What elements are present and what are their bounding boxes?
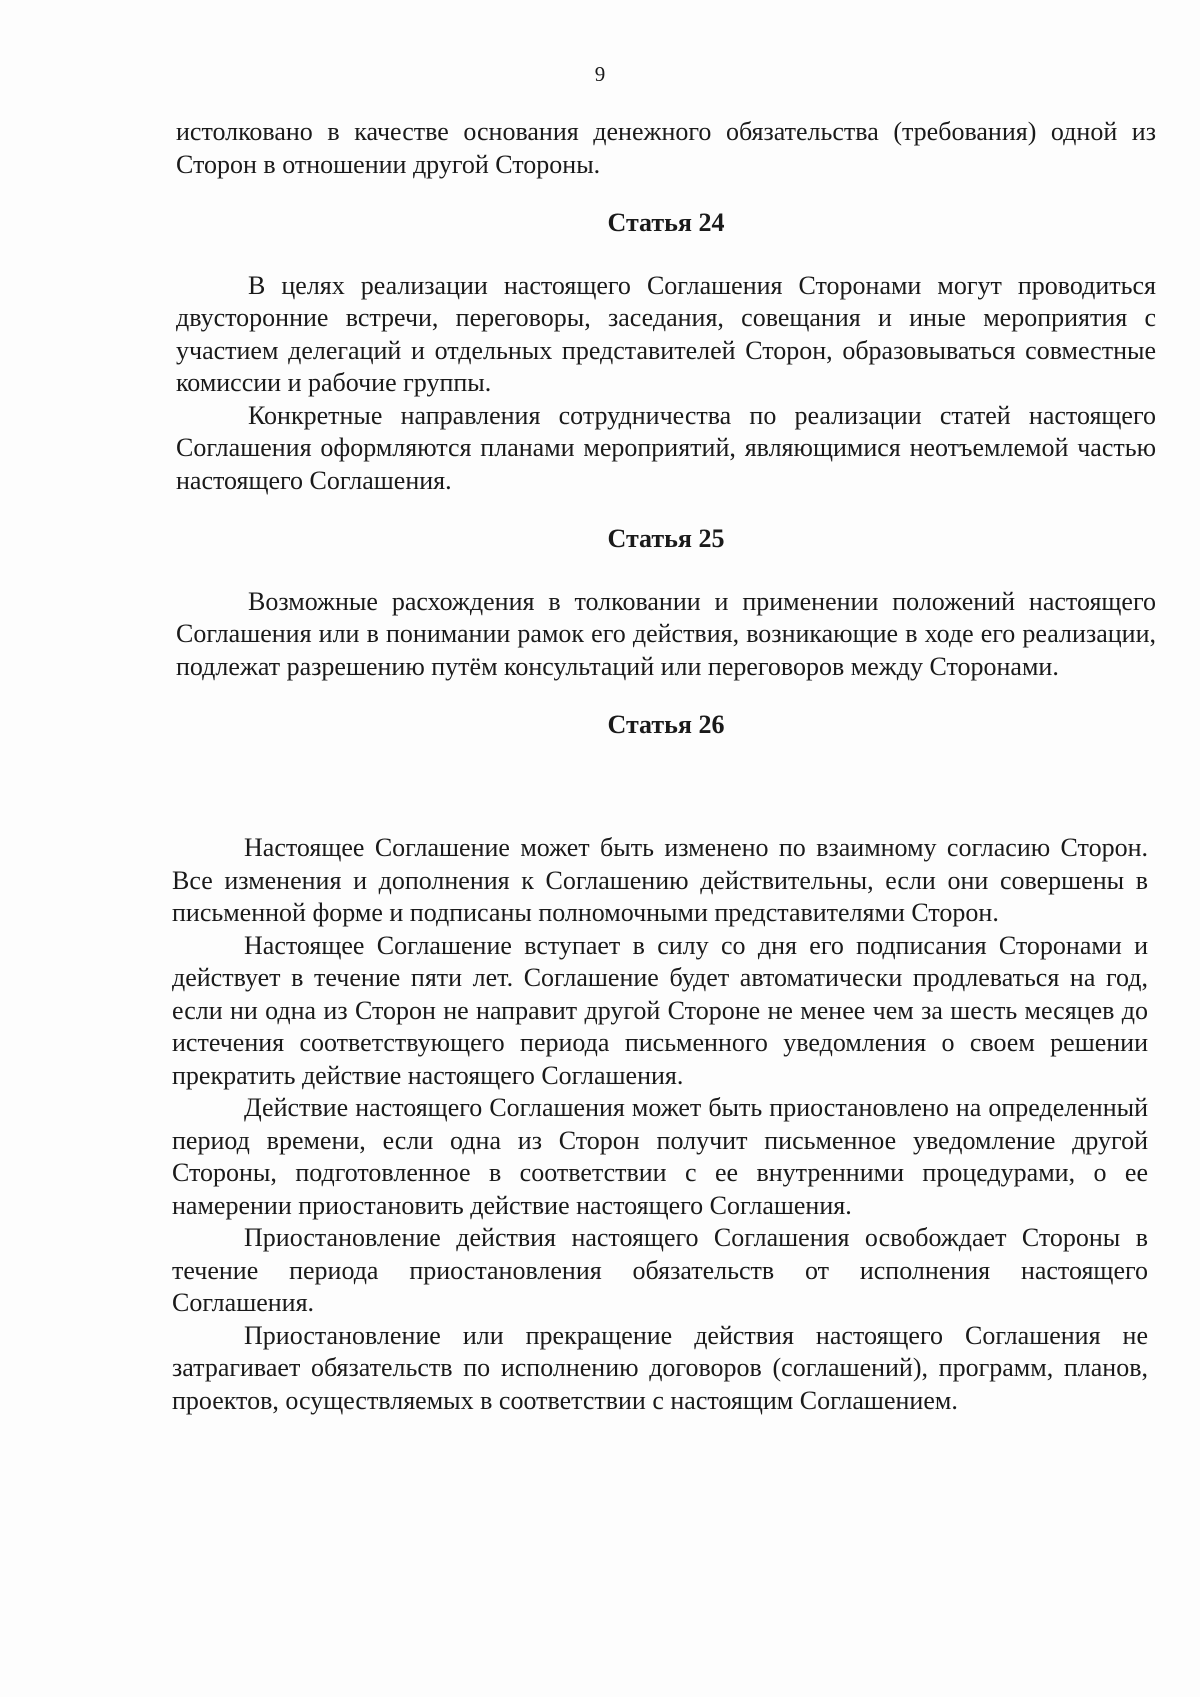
article-26-paragraph-3: Действие настоящего Соглашения может быть приостановлено на определенный период времени, если одна из Сторон получит письменное уведомление другой Стороны, подготовленное в соответствии с ее внутренними процедурами, о ее намерении приостановить действие настоящего Соглашения.	[172, 1093, 1148, 1220]
article-26-paragraph-4: Приостановление действия настоящего Соглашения освобождает Стороны в течение периода приостановления обязательств от исполнения настоящего Соглашения.	[172, 1223, 1148, 1317]
article-25-paragraph-1: Возможные расхождения в толковании и применении положений настоящего Соглашения или в понимании рамок его действия, возникающие в ходе его реализации, подлежат разрешению путём консультаций или переговоров между Сторонами.	[176, 586, 1156, 681]
article-26-paragraph-5: Приостановление или прекращение действия настоящего Соглашения не затрагивает обязательств по исполнению договоров (соглашений), программ, планов, проектов, осуществляемых в соответствии с настоящим Соглашением.	[172, 1320, 1148, 1415]
article-26-heading: Статья 26	[607, 710, 725, 739]
article-25-heading: Статья 25	[607, 524, 725, 553]
article-24-paragraph-2: Конкретные направления сотрудничества по реализации статей настоящего Соглашения оформляются планами мероприятий, являющимися неотъемлемой частью настоящего Соглашения.	[176, 400, 1156, 495]
article-26-paragraph-1: Настоящее Соглашение может быть изменено по взаимному согласию Сторон. Все изменения и дополнения к Соглашению действительны, если они совершены в письменной форме и подписаны полномочными представителями Сторон.	[172, 833, 1148, 927]
article-24-paragraph-1: В целях реализации настоящего Соглашения Сторонами могут проводиться двусторонние встречи, переговоры, заседания, совещания и иные мероприятия с участием делегаций и отдельных представителей Сторон, образовываться совместные комиссии и рабочие группы.	[176, 270, 1156, 397]
intro-paragraph: истолковано в качестве основания денежного обязательства (требования) одной из Сторон в отношении другой Стороны.	[176, 117, 1156, 179]
page-number: 9	[594, 62, 606, 86]
article-26-body	[172, 832, 1148, 1417]
article-24-heading: Статья 24	[607, 208, 725, 237]
upper-content	[176, 116, 1156, 772]
article-26-paragraph-2: Настоящее Соглашение вступает в силу со дня его подписания Сторонами и действует в течение пяти лет. Соглашение будет автоматически продлеваться на год, если ни одна из Сторон не направит другой Стороне не менее чем за шесть месяцев до истечения соответствующего периода письменного уведомления о своем решении прекратить действие настоящего Соглашения.	[172, 930, 1148, 1090]
